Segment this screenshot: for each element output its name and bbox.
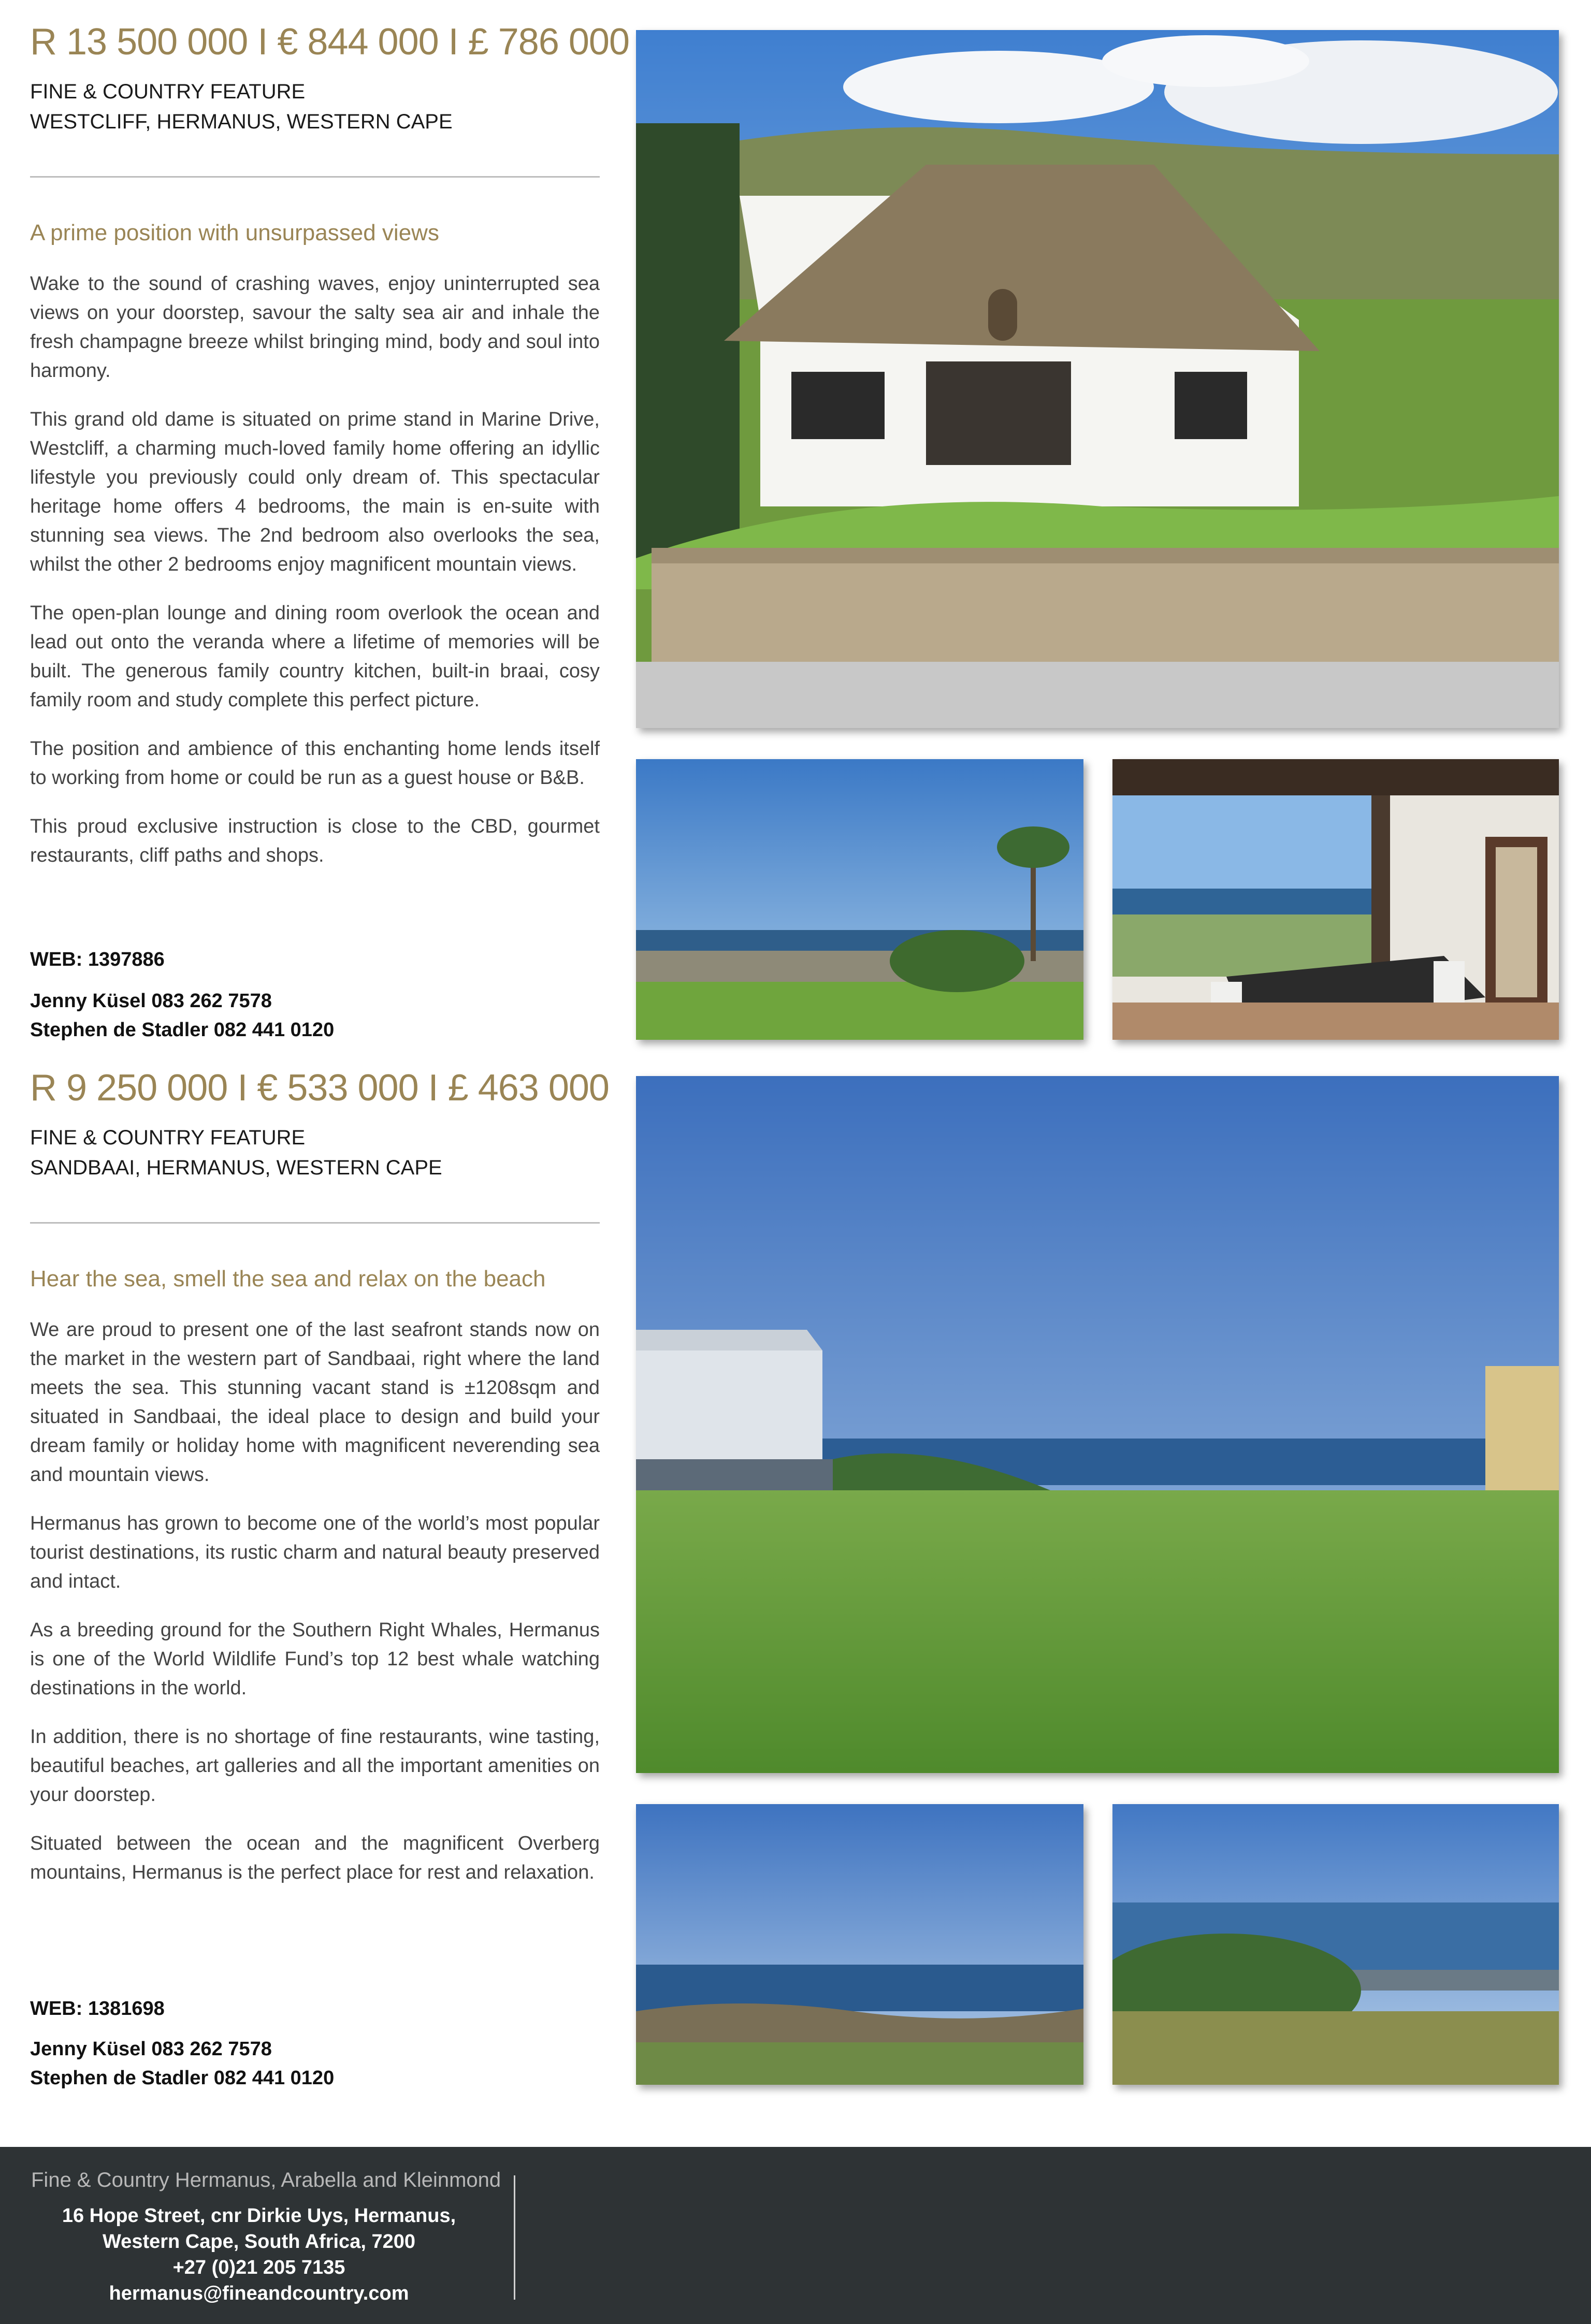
listing-headline: Hear the sea, smell the sea and relax on the beach [30,1266,546,1291]
listing-price: R 13 500 000 I € 844 000 I £ 786 000 [30,21,629,63]
firm-name: Fine & Country Hermanus, Arabella and Kleinmond [31,2169,501,2191]
section-divider [30,176,600,178]
listing-price: R 9 250 000 I € 533 000 I £ 463 000 [30,1067,609,1109]
office-address [31,2203,487,2306]
agent-contact: Stephen de Stadler 082 441 0120 [30,1019,335,1041]
description-paragraph: The open-plan lounge and dining room overlook the ocean and lead out onto the veranda where a lifetime of memories will be built. The generous family country kitchen, built-in braai, cosy family room and study complete this perfect picture. [30,602,600,711]
agent-contact: Jenny Küsel 083 262 7578 [30,2038,272,2060]
footer-divider [514,2175,515,2300]
thatched-house-photo [636,30,1559,728]
listing-description [30,269,600,890]
description-paragraph: We are proud to present one of the last seafront stands now on the market in the western part of Sandbaai, right where the land meets the sea. This stunning vacant stand is ±1208sqm and situated in Sandbaai, the ideal place to design and build your dream family or holiday home with magnificent neverending sea and mountain views. [30,1319,600,1486]
address-line: Western Cape, South Africa, 7200 [103,2231,415,2253]
web-reference: WEB: 1397886 [30,949,165,970]
feature-label: FINE & COUNTRY FEATURE [30,1126,306,1149]
agent-contact: Stephen de Stadler 082 441 0120 [30,2067,335,2089]
web-reference: WEB: 1381698 [30,1998,165,2020]
listing-feature-block [30,1123,442,1183]
listing-westcliff [0,0,1591,1046]
fynbos-coast-photo [1112,1804,1559,2085]
description-paragraph: Situated between the ocean and the magnificent Overberg mountains, Hermanus is the perfect place for rest and relaxation. [30,1833,600,1883]
description-paragraph: As a breeding ground for the Southern Right Whales, Hermanus is one of the World Wildlife Fund’s top 12 best whale watching destinations in the world. [30,1619,600,1699]
listing-sandbaai [0,1046,1591,2092]
phone-number: +27 (0)21 205 7135 [172,2257,345,2278]
listing-location: WESTCLIFF, HERMANUS, WESTERN CAPE [30,110,453,133]
description-paragraph: In addition, there is no shortage of fine restaurants, wine tasting, beautiful beaches, art galleries and all the important amenities on your doorstep. [30,1726,600,1806]
sea-view-garden-photo [636,759,1083,1040]
agent-contact: Jenny Küsel 083 262 7578 [30,990,272,1012]
grass-stand-photo [636,1076,1559,1773]
description-paragraph: Wake to the sound of crashing waves, enjoy uninterrupted sea views on your doorstep, savour the salty sea air and inhale the fresh champagne breeze whilst bringing mind, body and soul into harmony. [30,273,600,382]
listing-feature-block [30,77,453,137]
address-line: 16 Hope Street, cnr Dirkie Uys, Hermanus, [62,2205,456,2227]
email-address: hermanus@fineandcountry.com [109,2283,409,2304]
veranda-dining-photo [1112,759,1559,1040]
section-divider [30,1222,600,1224]
description-paragraph: This grand old dame is situated on prime stand in Marine Drive, Westcliff, a charming much-loved family home offering an idyllic lifestyle you previously could only dream of. This spectacular heritage home offers 4 bedrooms, the main is en-suite with stunning sea views. The 2nd bedroom also overlooks the sea, whilst the other 2 bedrooms enjoy magnificent mountain views. [30,409,600,575]
listing-headline: A prime position with unsurpassed views [30,220,439,245]
listing-description [30,1315,600,1907]
listing-location: SANDBAAI, HERMANUS, WESTERN CAPE [30,1156,442,1179]
description-paragraph: This proud exclusive instruction is close to the CBD, gourmet restaurants, cliff paths and shops. [30,816,600,866]
rocky-shore-photo [636,1804,1083,2085]
description-paragraph: The position and ambience of this enchanting home lends itself to working from home or could be run as a guest house or B&B. [30,738,600,789]
footer [0,2147,1591,2324]
feature-label: FINE & COUNTRY FEATURE [30,80,306,103]
description-paragraph: Hermanus has grown to become one of the world’s most popular tourist destinations, its rustic charm and natural beauty preserved and intact. [30,1513,600,1592]
